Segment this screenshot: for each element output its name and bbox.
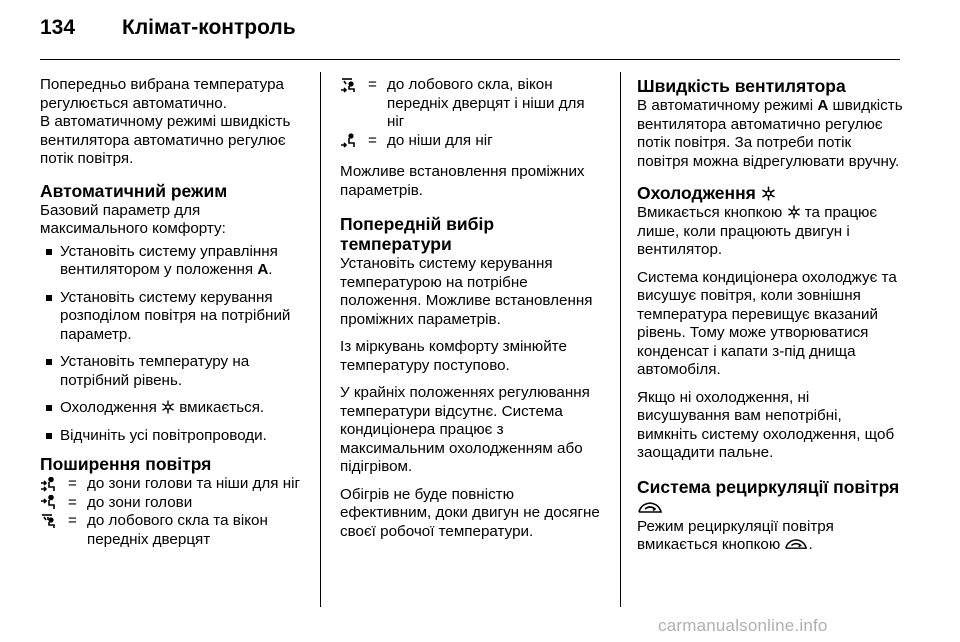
air-windshield-feet-icon (340, 78, 360, 93)
recirculation-icon (784, 538, 808, 551)
header-rule (40, 59, 900, 60)
temp-paragraph-3: У крайніх положеннях регулювання температури відсутнє. Система кондиціонера працює з максимальним охолодженням або підігрівом. (340, 384, 590, 475)
recirculation-text: Режим рециркуляції повітря вмикається кнопкою . (637, 517, 834, 553)
column-divider-1 (320, 72, 321, 607)
snowflake-icon (787, 205, 801, 219)
air-windshield-icon (40, 514, 60, 529)
column-1 (40, 76, 304, 549)
auto-intro: Базовий параметр для максимального комфорту: (40, 201, 226, 237)
temp-preselection-heading: Попередній вибір температури (340, 214, 495, 254)
snowflake-icon (761, 186, 776, 201)
intermediate-text: Можливе встановлення проміжних параметрів. (340, 163, 585, 199)
air-row-windshield: = до лобового скла та вікон передніх дверцят (40, 512, 304, 549)
column-divider-2 (620, 72, 621, 607)
air-row-feet: = до ніши для ніг (340, 132, 606, 151)
air-row-windshield-feet: = до лобового скла, вікон передніх дверцят і ніши для ніг (340, 76, 606, 132)
page-number: 134 (40, 16, 76, 39)
cooling-heading: Охолодження (637, 183, 905, 203)
auto-steps-list (40, 243, 304, 446)
list-item: Установіть систему управління вентилятором у положення A. (40, 243, 304, 280)
recirculation-icon (637, 501, 663, 515)
watermark: carmanualsonline.info (658, 616, 828, 635)
page-title: Клімат-контроль (122, 16, 296, 39)
air-row-head-feet: = до зони голови та ніши для ніг (40, 475, 304, 494)
cooling-text-2: Система кондиціонера охолоджує та висушує повітря, коли зовнішня температура перевищує вказаний рівень. Тому може утворюватися конденсат і капати з-під днища автомобіля. (637, 268, 897, 378)
snowflake-icon (161, 400, 175, 414)
page-header (40, 16, 296, 48)
air-feet-icon (340, 133, 360, 148)
air-distribution-heading: Поширення повітря (40, 454, 212, 474)
fan-speed-heading: Швидкість вентилятора (637, 76, 846, 96)
fan-speed-text: В автоматичному режимі A швидкість вентилятора автоматично регулює потік повітря. За потреби потік повітря можна відрегулювати вручну. (637, 97, 903, 170)
air-head-feet-icon (40, 477, 60, 492)
temp-paragraph-4: Обігрів не буде повністю ефективним, доки двигун не досягне своєї робочої температури. (340, 485, 600, 540)
list-item: Відчиніть усі повітропроводи. (40, 427, 304, 446)
column-2 (340, 76, 606, 550)
list-item: Установіть температуру на потрібний рівень. (40, 353, 304, 390)
temp-paragraph-2: Із міркувань комфорту змінюйте температуру поступово. (340, 338, 567, 374)
intro-text: Попередньо вибрана температура регулюється автоматично. В автоматичному режимі швидкість вентилятора автоматично регулює потік повітря. (40, 76, 291, 167)
cooling-text-1: Вмикається кнопкою та працює лише, коли працюють двигун і вентилятор. (637, 204, 878, 258)
recirculation-heading: Система рециркуляції повітря (637, 477, 905, 517)
air-head-icon (40, 495, 60, 510)
temp-paragraph-1: Установіть систему керування температурою на потрібне положення. Можливе встановлення проміжних параметрів. (340, 255, 593, 328)
auto-mode-heading: Автоматичний режим (40, 180, 228, 201)
list-item: Охолодження вмикається. (40, 399, 304, 418)
list-item: Установіть систему керування розподілом повітря на потрібний параметр. (40, 289, 304, 345)
column-3 (637, 76, 905, 564)
air-row-head: = до зони голови (40, 494, 304, 513)
cooling-text-3: Якщо ні охолодження, ні висушування вам непотрібні, вимкніть систему охолодження, щоб заощадити пальне. (637, 388, 895, 461)
